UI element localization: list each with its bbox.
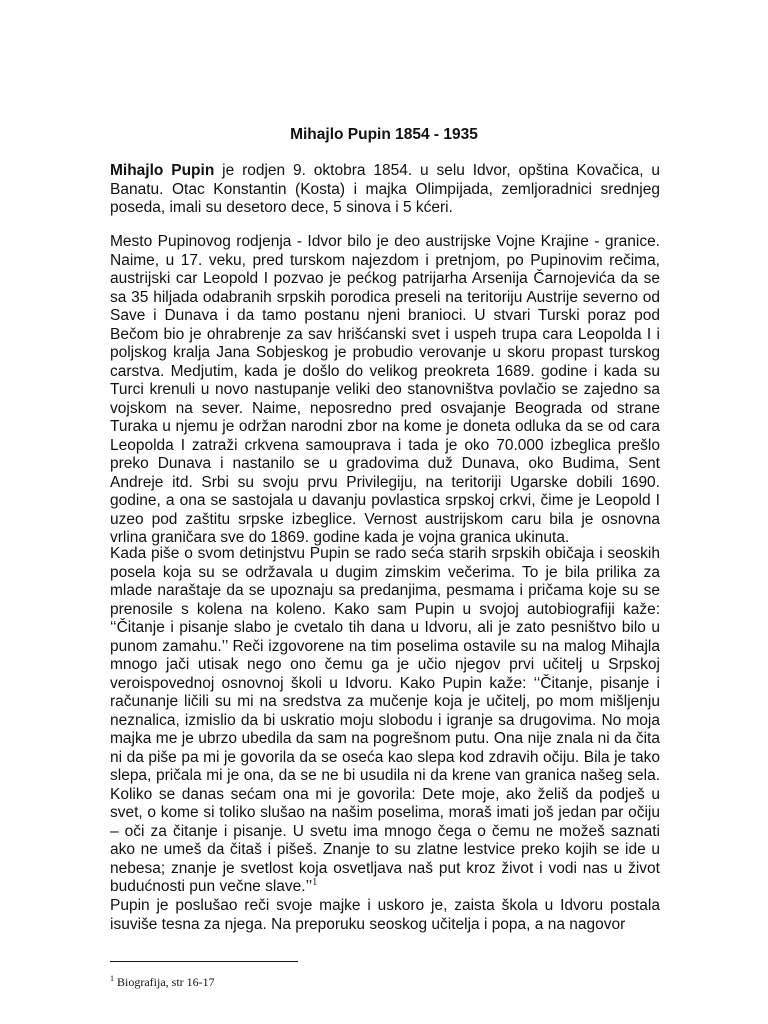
footnote-divider bbox=[110, 961, 298, 962]
document-title: Mihajlo Pupin 1854 - 1935 bbox=[290, 126, 478, 143]
paragraph-childhood bbox=[110, 545, 660, 897]
footnote-reference[interactable]: 1 bbox=[312, 876, 318, 888]
paragraph-birth bbox=[110, 162, 660, 218]
footnote-text: Biografija, str 16-17 bbox=[114, 975, 215, 989]
lead-name: Mihajlo Pupin bbox=[110, 162, 215, 179]
paragraph-childhood-text: Kada piše o svom detinjstvu Pupin se rado seća starih srpskih običaja i seoskih posela koja su se održavala u dugim zimskim večerima. To je bila prilika za mlade naraštaje da se upoznaju sa predanjima, pesmama i pričama koje su se prenosile s kolena na koleno. Kako sam Pupin u svojoj autobiografiji kaže: ‘‘Čitanje i pisanje slabo je cvetalo tih dana u Idvoru, ali je zato pesništvo bilo u punom zamahu.’’ Reči izgovorene na tim poselima ostavile su na malog Mihajla mnogo jači utisak nego ono čemu ga je učio njegov prvi učitelj u Srpskoj veroispovednoj osnovnoj školi u Idvoru. Kako Pupin kaže: ‘‘Čitanje, pisanje i računanje ličili su mi na sredstva za mučenje koja je učitelj, po mom mišljenju neznalica, izmislio da bi uskratio moju slobodu i igranje sa drugovima. No moja majka me je ubrzo ubedila da sam na pogrešnom putu. Ona nije znala ni da čita ni da piše pa mi je govorila da se oseća kao slepa kod zdravih očiju. Bila je tako slepa, pričala mi je ona, da se ne bi usudila ni da krene van granica našeg sela. Koliko se danas sećam ona mi je govorila: Dete moje, ako želiš da podješ u svet, o kome si toliko slušao na našim poselima, moraš imati još jedan par očiju – oči za čitanje i pisanje. U svetu ima mnogo čega o čemu ne možeš saznati ako ne umeš da čitaš i pišeš. Znanje to su zlatne lestvice preko kojih se ide u nebesa; znanje je svetlost koja osvetljava naš put kroz život i vodi nas u život budućnosti pun večne slave.’’ bbox=[110, 545, 660, 895]
paragraph-birth-text: je rodjen 9. oktobra 1854. u selu Idvor, opština Kovačica, u Banatu. Otac Konstantin (Kosta) i majka Olimpijada, zemljoradnici srednjeg poseda, imali su desetoro dece, 5 sinova i 5 kćeri. bbox=[110, 162, 660, 216]
paragraph-school-text: Pupin je poslušao reči svoje majke i uskoro je, zaista škola u Idvoru postala isuviše tesna za njega. Na preporuku seoskog učitelja i popa, a na nagovor bbox=[110, 897, 660, 933]
footnote-number: 1 bbox=[110, 974, 114, 983]
paragraph-military-frontier bbox=[110, 233, 660, 548]
paragraph-military-frontier-text: Mesto Pupinovog rodjenja - Idvor bilo je deo austrijske Vojne Krajine - granice. Naime, u 17. veku, pred turskom najezdom i pretnjom, po Pupinovim rečima, austrijski car Leopold I pozvao je pećkog patrijarha Arsenija Čarnojevića da se sa 35 hiljada odabranih srpskih porodica preseli na teritoriju Austrije severno od Save i Dunava i da tamo postanu njeni branioci. U stvari Turski poraz pod Bečom bio je ohrabrenje za sav hrišćanski svet i uspeh trupa cara Leopolda I i poljskog kralja Jana Sobjeskog je probudio verovanje u skoru propast turskog carstva. Medjutim, kada je došlo do velikog preokreta 1689. godine i kada su Turci krenuli u novo nastupanje veliki deo stanovništva povlačio se zajedno sa vojskom na sever. Naime, neposredno pred osvajanje Beograda od strane Turaka u njemu je održan narodni zbor na kome je doneta odluka da se od cara Leopolda I zatraži crkvena samouprava i tada je oko 70.000 izbeglica prešlo preko Dunava i nastanilo se u gradovima duž Dunava, oko Budima, Sent Andreje itd. Srbi su svoju prvu Privilegiju, na teritoriji Ugarske dobili 1690. godine, a ona se sastojala u davanju povlastica srpskoj crkvi, čime je Leopold I uzeo pod zaštitu srpske izbeglice. Vernost austrijskom caru bila je osnovna vrlina graničara sve do 1869. godine kada je vojna granica ukinuta. bbox=[110, 233, 660, 546]
footnote bbox=[110, 975, 215, 989]
paragraph-school bbox=[110, 897, 660, 934]
